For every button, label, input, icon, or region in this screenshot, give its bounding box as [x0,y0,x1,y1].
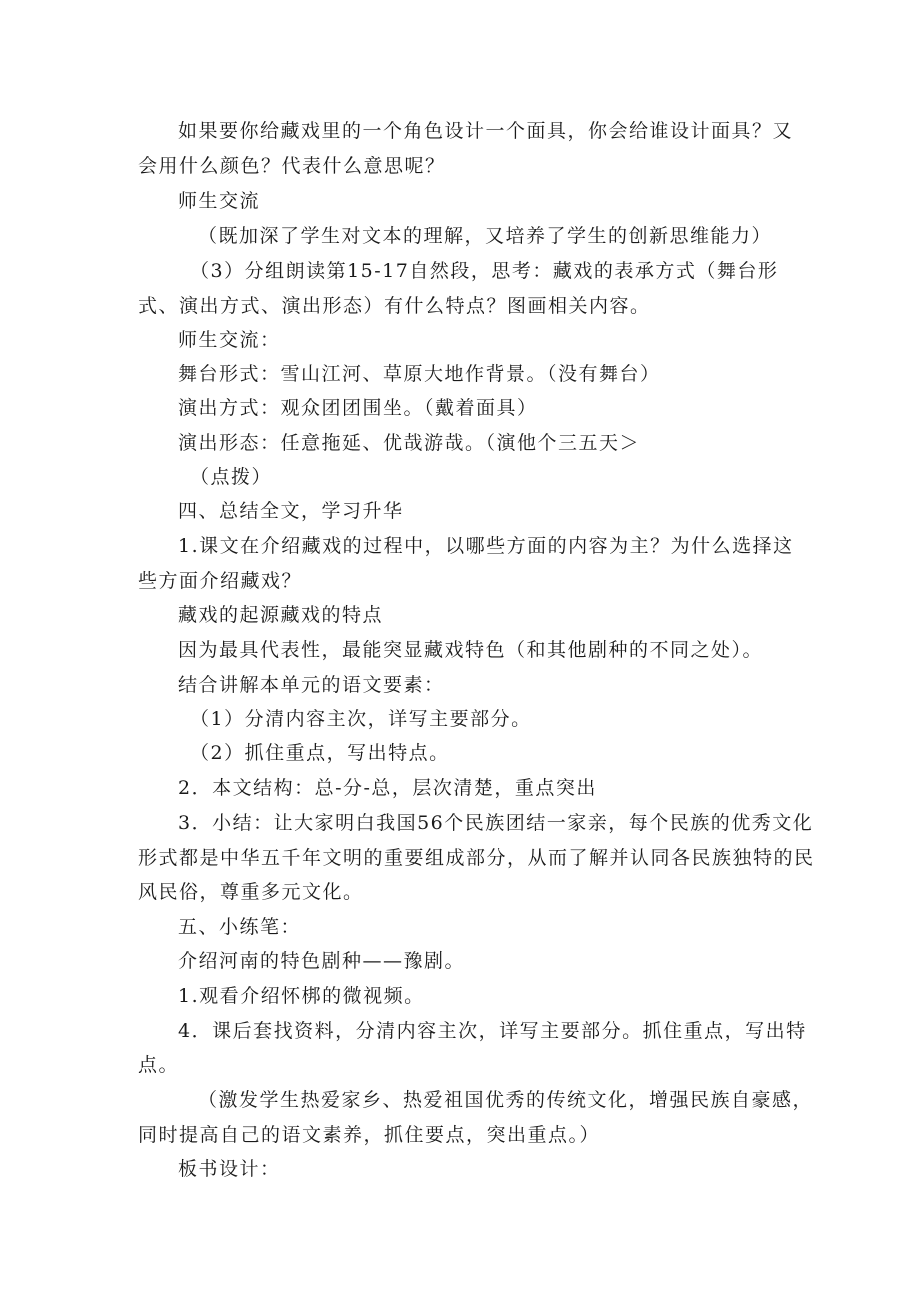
section-heading: 五、小练笔： [178,916,302,938]
paragraph-line: 结合讲解本单元的语文要素： [178,674,445,696]
paragraph-line: 舞台形式：雪山江河、草原大地作背景。（没有舞台） [178,363,661,385]
paragraph-line: 演出形态：任意拖延、优哉游哉。（演他个三五天＞ [178,432,641,454]
paragraph-line: 形式都是中华五千年文明的重要组成部分，从而了解并认同各民族独特的民 [138,847,815,869]
paragraph-line: 1.课文在介绍藏戏的过程中，以哪些方面的内容为主？为什么选择这 [178,535,794,557]
paragraph-line: （1）分清内容主次，详写主要部分。 [190,708,532,730]
paragraph-line: 如果要你给藏戏里的一个角色设计一个面具，你会给谁设计面具？又 [178,120,794,142]
paragraph-line: 介绍河南的特色剧种——豫剧。 [178,950,466,972]
paragraph-line: 4．课后套找资料，分清内容主次，详写主要部分。抓住重点，写出特 [178,1020,807,1042]
paragraph-line: 板书设计： [178,1158,281,1180]
paragraph-line: 点。 [138,1054,180,1076]
paragraph-line: 因为最具代表性，最能突显藏戏特色（和其他剧种的不同之处）。 [178,639,764,661]
paragraph-line: 2．本文结构：总-分-总，层次清楚，重点突出 [178,777,597,799]
paragraph-line: 式、演出方式、演出形态）有什么特点？图画相关内容。 [138,295,651,317]
paragraph-line: （点拨） [190,466,273,488]
paragraph-line: 藏戏的起源藏戏的特点 [178,604,384,626]
paragraph-line: （3）分组朗读第15-17自然段，思考：藏戏的表承方式（舞台形 [190,260,779,282]
paragraph-line: （激发学生热爱家乡、热爱祖国优秀的传统文化，增强民族自豪感， [198,1089,814,1111]
paragraph-line: 同时提高自己的语文素养，抓住要点，突出重点。） [138,1124,601,1146]
paragraph-line: 3．小结：让大家明白我国56个民族团结一家亲，每个民族的优秀文化 [178,812,814,834]
paragraph-line: 会用什么颜色？代表什么意思呢？ [138,155,446,177]
paragraph-line: 师生交流： [178,329,281,351]
paragraph-line: 些方面介绍藏戏？ [138,570,303,592]
paragraph-line: （既加深了学生对文本的理解，又培养了学生的创新思维能力） [198,225,773,247]
paragraph-line: 师生交流 [178,190,261,212]
paragraph-line: 1.观看介绍怀梆的微视频。 [178,985,425,1007]
paragraph-line: （2）抓住重点，写出特点。 [190,742,450,764]
section-heading: 四、总结全文，学习升华 [178,500,404,522]
paragraph-line: 演出方式：观众团团围坐。（戴着面具） [178,397,538,419]
paragraph-line: 风民俗，尊重多元文化。 [138,881,364,903]
